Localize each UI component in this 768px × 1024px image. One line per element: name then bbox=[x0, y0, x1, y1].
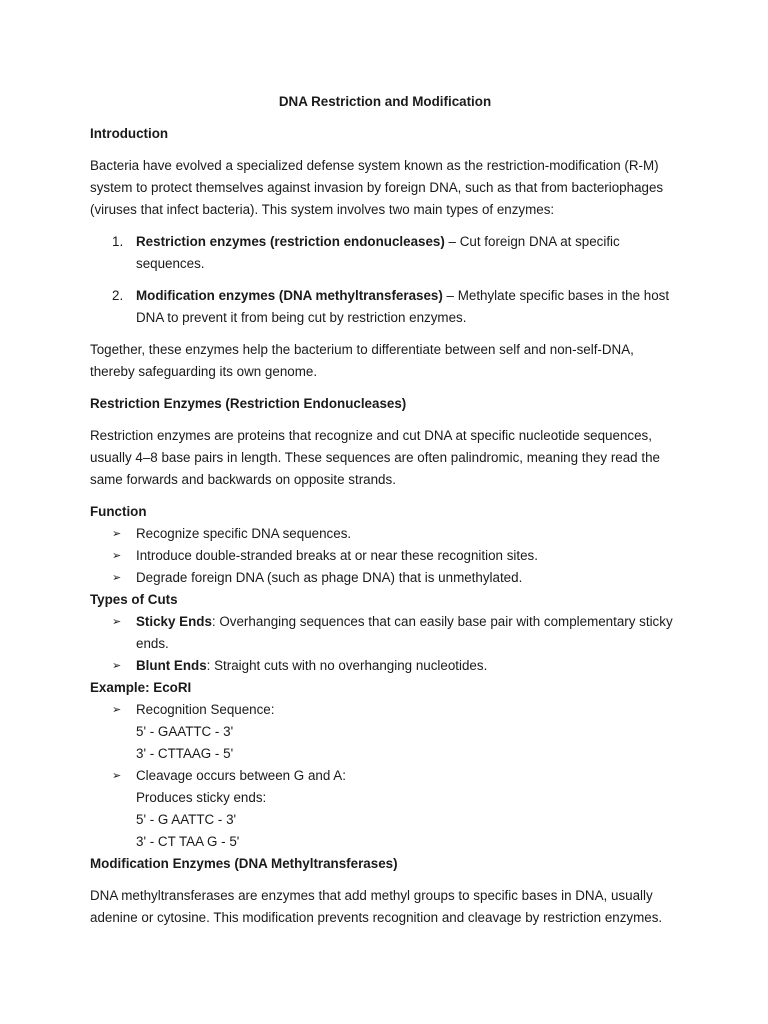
list-item-term: Restriction enzymes (restriction endonucleases) bbox=[136, 234, 445, 249]
restriction-heading: Restriction Enzymes (Restriction Endonucleases) bbox=[90, 396, 407, 411]
enzyme-types-list bbox=[90, 231, 680, 329]
intro-heading: Introduction bbox=[90, 126, 169, 141]
function-list bbox=[90, 523, 680, 589]
cuts-heading: Types of Cuts bbox=[90, 592, 178, 607]
list-item-text: Recognize specific DNA sequences. bbox=[136, 526, 352, 541]
example-heading: Example: EcoRI bbox=[90, 680, 192, 695]
list-item bbox=[90, 765, 680, 853]
arrow-bullet-icon: ➢ bbox=[112, 770, 122, 782]
list-item bbox=[90, 545, 680, 567]
list-item-term: Sticky Ends bbox=[136, 614, 212, 629]
list-number: 2. bbox=[112, 288, 124, 303]
modification-heading: Modification Enzymes (DNA Methyltransferases) bbox=[90, 856, 398, 871]
arrow-bullet-icon: ➢ bbox=[112, 572, 122, 584]
list-item-text: : Straight cuts with no overhanging nucleotides. bbox=[206, 658, 488, 673]
arrow-bullet-icon: ➢ bbox=[112, 528, 122, 540]
sticky-line: 5' - G AATTC - 3' bbox=[136, 812, 237, 827]
arrow-bullet-icon: ➢ bbox=[112, 704, 122, 716]
list-item-text: Introduce double-stranded breaks at or near these recognition sites. bbox=[136, 548, 538, 563]
arrow-bullet-icon: ➢ bbox=[112, 616, 122, 628]
document-title: DNA Restriction and Modification bbox=[278, 94, 492, 109]
list-item bbox=[90, 567, 680, 589]
arrow-bullet-icon: ➢ bbox=[112, 660, 122, 672]
list-item-text: – Cut foreign DNA at specific sequences. bbox=[136, 234, 620, 271]
list-item-text: – Methylate specific bases in the host DNA to prevent it from being cut by restriction enzymes. bbox=[136, 288, 670, 325]
list-item bbox=[90, 285, 680, 329]
list-item-term: Blunt Ends bbox=[136, 658, 207, 673]
list-item-text: : Overhanging sequences that can easily base pair with complementary sticky ends. bbox=[136, 614, 673, 651]
recognition-line: 3' - CTTAAG - 5' bbox=[136, 746, 234, 761]
list-item bbox=[90, 655, 680, 677]
produces-label: Produces sticky ends: bbox=[136, 790, 267, 805]
intro-paragraph: Bacteria have evolved a specialized defense system known as the restriction-modification (R-M) system to protect themselves against invasion by foreign DNA, such as that from bacteriophages (viruses that infect bacteria). This system involves two main types of enzymes: bbox=[90, 158, 664, 217]
list-item bbox=[90, 523, 680, 545]
list-item-term: Modification enzymes (DNA methyltransferases) bbox=[136, 288, 443, 303]
recognition-label: Recognition Sequence: bbox=[136, 702, 275, 717]
intro-summary-paragraph: Together, these enzymes help the bacterium to differentiate between self and non-self-DNA, thereby safeguarding its own genome. bbox=[90, 342, 634, 379]
arrow-bullet-icon: ➢ bbox=[112, 550, 122, 562]
sticky-line: 3' - CT TAA G - 5' bbox=[136, 834, 240, 849]
cleavage-label: Cleavage occurs between G and A: bbox=[136, 768, 346, 783]
modification-paragraph: DNA methyltransferases are enzymes that add methyl groups to specific bases in DNA, usually adenine or cytosine. This modification prevents recognition and cleavage by restriction enzymes. bbox=[90, 888, 663, 925]
list-item bbox=[90, 611, 680, 655]
list-number: 1. bbox=[112, 234, 124, 249]
restriction-paragraph: Restriction enzymes are proteins that recognize and cut DNA at specific nucleotide sequences, usually 4–8 base pairs in length. These sequences are often palindromic, meaning they read the same forwards and backwards on opposite strands. bbox=[90, 428, 660, 487]
list-item bbox=[90, 231, 680, 275]
list-item bbox=[90, 699, 680, 765]
cuts-list bbox=[90, 611, 680, 677]
function-heading: Function bbox=[90, 504, 147, 519]
list-item-text: Degrade foreign DNA (such as phage DNA) that is unmethylated. bbox=[136, 570, 523, 585]
recognition-line: 5' - GAATTC - 3' bbox=[136, 724, 234, 739]
example-list bbox=[90, 699, 680, 853]
